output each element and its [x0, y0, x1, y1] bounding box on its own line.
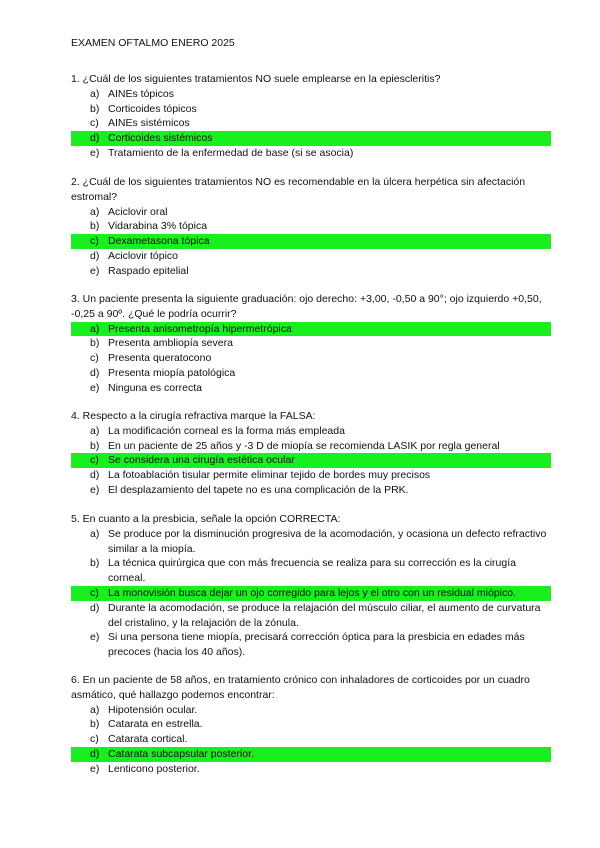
- option: [71, 381, 551, 396]
- option-highlighted: [71, 234, 551, 249]
- option-text: La monovisión busca dejar un ojo corregido para lejos y el otro con un residual miópico.: [108, 586, 516, 599]
- option-letter: d): [90, 469, 100, 482]
- option-highlighted: [71, 747, 551, 762]
- option-text: Si una persona tiene miopía, precisará corrección óptica para la presbicia en edades más precoces (hacia los 40 años).: [108, 631, 525, 659]
- option-letter: d): [90, 249, 100, 262]
- option-letter: a): [90, 527, 100, 540]
- option: [71, 205, 551, 220]
- option: [71, 366, 551, 381]
- question-stem: 3. Un paciente presenta la siguiente graduación: ojo derecho: +3,00, -0,50 a 90°; ojo izquierdo +0,50, -0,25 a 90º. ¿Qué le podría ocurrir?: [71, 293, 542, 320]
- option-text: Se considera una cirugía estética ocular: [108, 454, 295, 467]
- option-text: Presenta miopía patológica: [108, 366, 236, 379]
- option-list: [71, 87, 551, 161]
- option-letter: e): [90, 264, 100, 277]
- option-letter: b): [90, 718, 100, 731]
- option-letter: d): [90, 366, 100, 379]
- option-letter: d): [90, 601, 100, 614]
- option-text: Catarata cortical.: [108, 733, 188, 746]
- option-list: [71, 322, 551, 396]
- option-highlighted: [71, 322, 551, 337]
- option-text: Presenta ambliopía severa: [108, 337, 233, 350]
- option: [71, 483, 551, 498]
- question-1: [71, 72, 551, 161]
- option-letter: e): [90, 146, 100, 159]
- question-5: [71, 512, 551, 660]
- option: [71, 717, 551, 732]
- option-letter: b): [90, 220, 100, 233]
- option-text: Aciclovir oral: [108, 205, 168, 218]
- option-text: Ninguna es correcta: [108, 381, 202, 394]
- option-text: Raspado epitelial: [108, 264, 189, 277]
- option: [71, 468, 551, 483]
- page-title: EXAMEN OFTALMO ENERO 2025: [71, 37, 235, 49]
- option-list: [71, 703, 551, 777]
- option-letter: e): [90, 381, 100, 394]
- option-text: Tratamiento de la enfermedad de base (si se asocia): [108, 146, 354, 159]
- option: [71, 732, 551, 747]
- option-letter: d): [90, 747, 100, 760]
- option-letter: b): [90, 557, 100, 570]
- option-text: AINEs tópicos: [108, 87, 174, 100]
- option-letter: b): [90, 439, 100, 452]
- option-letter: c): [90, 235, 99, 248]
- option-text: Corticoides sistémicos: [108, 132, 213, 145]
- question-stem: 2. ¿Cuál de los siguientes tratamientos NO es recomendable en la úlcera herpética sin afectación estromal?: [71, 176, 526, 203]
- option-text: La fotoablación tisular permite eliminar tejido de bordes muy precisos: [108, 469, 431, 482]
- question-2: [71, 175, 551, 279]
- question-stem: 5. En cuanto a la presbicia, señale la opción CORRECTA:: [71, 513, 341, 525]
- option: [71, 601, 551, 631]
- option-text: AINEs sistémicos: [108, 117, 190, 130]
- option-letter: c): [90, 586, 99, 599]
- question-stem: 6. En un paciente de 58 años, en tratamiento crónico con inhaladores de corticoides por un cuadro asmático, qué hallazgo podemos encontrar:: [71, 674, 530, 701]
- option-letter: c): [90, 454, 99, 467]
- option: [71, 556, 551, 586]
- option-text: Aciclovir tópico: [108, 249, 179, 262]
- option-text: Lenticono posterior.: [108, 762, 200, 775]
- option-text: En un paciente de 25 años y -3 D de miopía se recomienda LASIK por regla general: [108, 439, 500, 452]
- option: [71, 424, 551, 439]
- question-stem: 4. Respecto a la cirugía refractiva marque la FALSA:: [71, 410, 316, 422]
- option: [71, 219, 551, 234]
- option-letter: d): [90, 132, 100, 145]
- option-letter: c): [90, 733, 99, 746]
- option: [71, 336, 551, 351]
- option: [71, 762, 551, 777]
- option-letter: c): [90, 352, 99, 365]
- option-letter: a): [90, 87, 100, 100]
- option-list: [71, 424, 551, 498]
- option-text: Vidarabina 3% tópica: [108, 220, 208, 233]
- option-letter: a): [90, 703, 100, 716]
- option: [71, 527, 551, 557]
- option-letter: e): [90, 762, 100, 775]
- option-highlighted: [71, 586, 551, 601]
- option: [71, 249, 551, 264]
- option-letter: e): [90, 483, 100, 496]
- option-text: El desplazamiento del tapete no es una complicación de la PRK.: [108, 483, 409, 496]
- option-list: [71, 527, 551, 660]
- option-letter: a): [90, 424, 100, 437]
- option-list: [71, 205, 551, 279]
- option: [71, 116, 551, 131]
- option-text: Se produce por la disminución progresiva de la acomodación, y ocasiona un defecto refractivo similar a la miopía.: [108, 527, 547, 555]
- option: [71, 87, 551, 102]
- question-4: [71, 409, 551, 498]
- option-letter: b): [90, 102, 100, 115]
- option: [71, 102, 551, 117]
- option-text: La modificación corneal es la forma más empleada: [108, 424, 345, 437]
- option-text: Dexametasona tópica: [108, 235, 210, 248]
- question-3: [71, 292, 551, 396]
- option-letter: c): [90, 117, 99, 130]
- option-text: Catarata en estrella.: [108, 718, 203, 731]
- option-text: Durante la acomodación, se produce la relajación del músculo ciliar, el aumento de curvatura del cristalino, y la relajación de la zónula.: [108, 601, 541, 629]
- option-letter: a): [90, 205, 100, 218]
- option: [71, 264, 551, 279]
- option-text: Hipotensión ocular.: [108, 703, 198, 716]
- option-text: Corticoides tópicos: [108, 102, 197, 115]
- option-letter: e): [90, 631, 100, 644]
- option: [71, 703, 551, 718]
- option: [71, 439, 551, 454]
- option-text: Presenta queratocono: [108, 352, 212, 365]
- option-text: Presenta anisometropía hipermetrópica: [108, 322, 292, 335]
- option: [71, 146, 551, 161]
- option-letter: a): [90, 322, 100, 335]
- option: [71, 630, 551, 660]
- option-highlighted: [71, 453, 551, 468]
- question-stem: 1. ¿Cuál de los siguientes tratamientos NO suele emplearse en la epiescleritis?: [71, 73, 441, 85]
- question-6: [71, 673, 551, 777]
- option-letter: b): [90, 337, 100, 350]
- option-text: La técnica quirúrgica que con más frecuencia se realiza para su corrección es la cirugía corneal.: [108, 557, 516, 585]
- option: [71, 351, 551, 366]
- option-text: Catarata subcapsular posterior.: [108, 747, 254, 760]
- option-highlighted: [71, 131, 551, 146]
